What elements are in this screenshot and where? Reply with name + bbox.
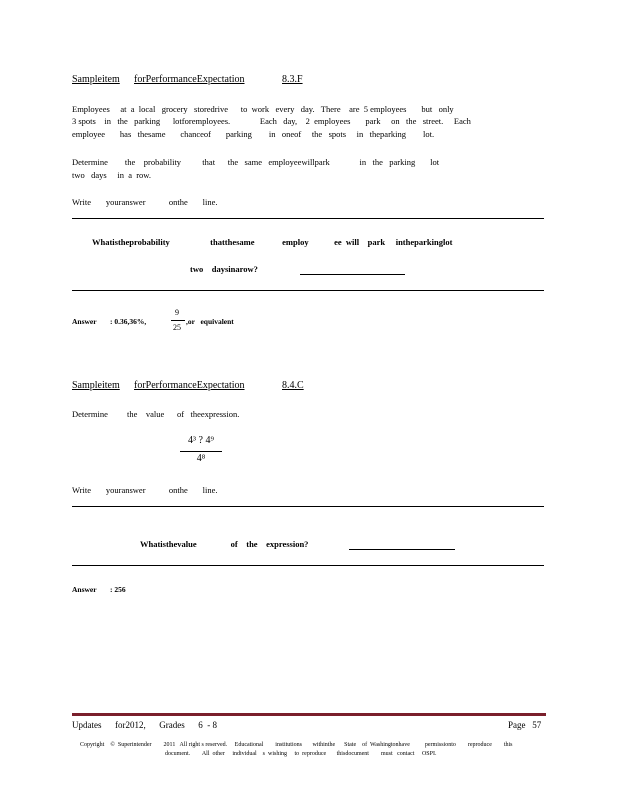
item2-header-expectation: forPerformanceExpectation <box>134 380 245 391</box>
footer-rule <box>72 713 546 716</box>
item1-header-expectation: forPerformanceExpectation <box>134 74 245 85</box>
item1-instruction: Write youranswer onthe line. <box>72 197 218 207</box>
item2-answer-blank[interactable] <box>349 549 455 550</box>
item2-task: Determine the value of theexpression. <box>72 409 240 419</box>
footer-copyright-line-2: document. All other individual s wishing to reproduce thisdocument must contact OSPI. <box>165 751 437 757</box>
item2-expression-bar <box>180 451 222 452</box>
footer-copyright-line-1: Copyright © Superintender 2011 All right s reserved. Educational institutions withinthe State of Washingtonhave permissionto reproduce this <box>80 742 513 748</box>
item2-header-label: Sampleitem <box>72 380 120 391</box>
item1-answer-numerator: 9 <box>175 308 179 317</box>
item2-top-rule <box>72 506 544 507</box>
footer-title: Updates for2012, Grades 6 - 8 <box>72 720 217 730</box>
item1-answer-denominator: 25 <box>173 323 181 332</box>
item1-paragraph-line-1: Employees at a local grocery storedrive to work every day. There are 5 employees but only <box>72 104 454 114</box>
item1-question-line-1: Whatistheprobability thatthesame employ ee will park intheparkinglot <box>92 237 453 247</box>
item2-bottom-rule <box>72 565 544 566</box>
item2-expression-denominator: 4⁸ <box>196 453 206 464</box>
item2-header-code: 8.4.C <box>282 380 304 391</box>
item2-question: Whatisthevalue of the expression? <box>140 539 309 549</box>
item1-answer-label: Answer <box>72 317 97 326</box>
item1-paragraph-line-2: 3 spots in the parking lotforemployees. Each day, 2 employees park on the street. Each <box>72 116 471 126</box>
item1-task-line-2: two days in a row. <box>72 170 152 180</box>
item1-answer-tail: ,or equivalent <box>186 317 234 326</box>
item2-answer-label: Answer <box>72 585 97 594</box>
item1-answer-value: : 0.36,36%, <box>110 317 147 326</box>
item1-question-line-2: two daysinarow? <box>190 264 258 274</box>
item2-instruction: Write youranswer onthe line. <box>72 485 218 495</box>
item1-bottom-rule <box>72 290 544 291</box>
item1-top-rule <box>72 218 544 219</box>
item1-header-label: Sampleitem <box>72 74 120 85</box>
item1-task-line-1: Determine the probability that the same employeewillpark in the parking lot <box>72 157 440 167</box>
item1-fraction-bar <box>171 320 185 321</box>
footer-page-number: Page 57 <box>508 720 542 730</box>
item2-answer-value: : 256 <box>110 585 126 594</box>
item2-expression-numerator: 4³ ? 4⁹ <box>188 435 214 446</box>
item1-paragraph-line-3: employee has thesame chanceof parking in oneof the spots in theparking lot. <box>72 129 435 139</box>
item1-header-code: 8.3.F <box>282 74 303 85</box>
item1-answer-blank[interactable] <box>300 274 405 275</box>
